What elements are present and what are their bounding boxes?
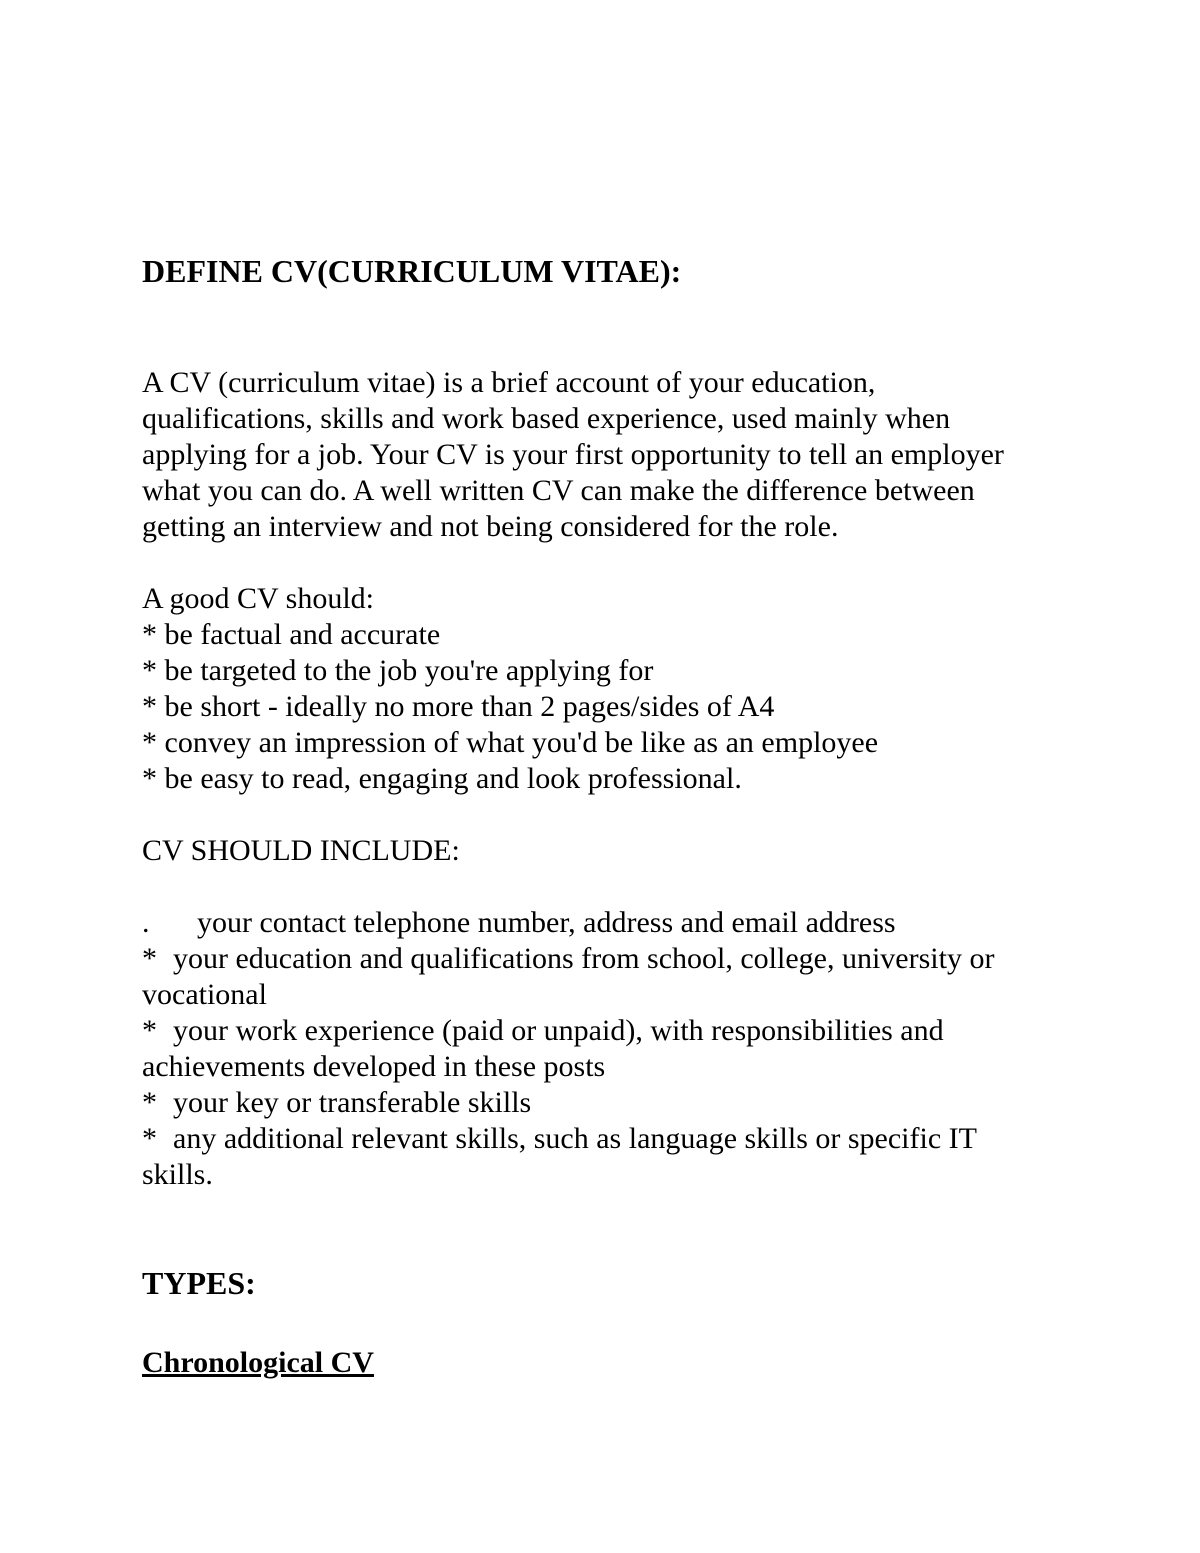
list-item [142,1085,1102,1121]
intro-line: getting an interview and not being considered for the role. [142,510,839,543]
bullet-star: * [142,1086,157,1119]
intro-line: what you can do. A well written CV can make the difference between [142,474,975,507]
list-item-continuation: skills. [142,1158,213,1191]
list-item-continuation: achievements developed in these posts [142,1050,606,1083]
define-cv-heading: DEFINE CV(CURRICULUM VITAE): [142,253,682,289]
list-item: * convey an impression of what you'd be like as an employee [142,726,879,759]
list-item-text: your work experience (paid or unpaid), with responsibilities and [173,1014,944,1047]
bullet-star: * [142,1014,157,1047]
bullet-star: * [142,942,157,975]
intro-line: A CV (curriculum vitae) is a brief account of your education, [142,366,876,399]
list-item [142,941,1102,977]
good-cv-intro: A good CV should: [142,582,374,615]
bullet-star: * [142,1122,157,1155]
list-item: * be targeted to the job you're applying for [142,654,654,687]
include-heading: CV SHOULD INCLUDE: [142,834,460,867]
list-item: * be factual and accurate [142,618,441,651]
list-item [142,905,1102,941]
list-item-text: any additional relevant skills, such as language skills or specific IT [173,1122,977,1155]
list-item-text: your key or transferable skills [173,1086,532,1119]
list-item-text: your education and qualifications from school, college, university or [173,942,995,975]
list-item [142,1013,1102,1049]
intro-line: qualifications, skills and work based experience, used mainly when [142,402,951,435]
list-item [142,1121,1102,1157]
list-item-continuation: vocational [142,978,267,1011]
list-item-text: your contact telephone number, address and email address [197,906,896,939]
good-cv-list [142,581,1102,797]
list-item: * be short - ideally no more than 2 pages/sides of A4 [142,690,775,723]
chronological-cv-subheading: Chronological CV [142,1346,374,1379]
intro-paragraph [142,365,1102,545]
list-item: * be easy to read, engaging and look professional. [142,762,742,795]
intro-line: applying for a job. Your CV is your first opportunity to tell an employer [142,438,1004,471]
document-content [142,253,1102,1381]
types-heading: TYPES: [142,1265,256,1301]
bullet-dot: . [142,906,150,939]
include-list [142,905,1102,1193]
